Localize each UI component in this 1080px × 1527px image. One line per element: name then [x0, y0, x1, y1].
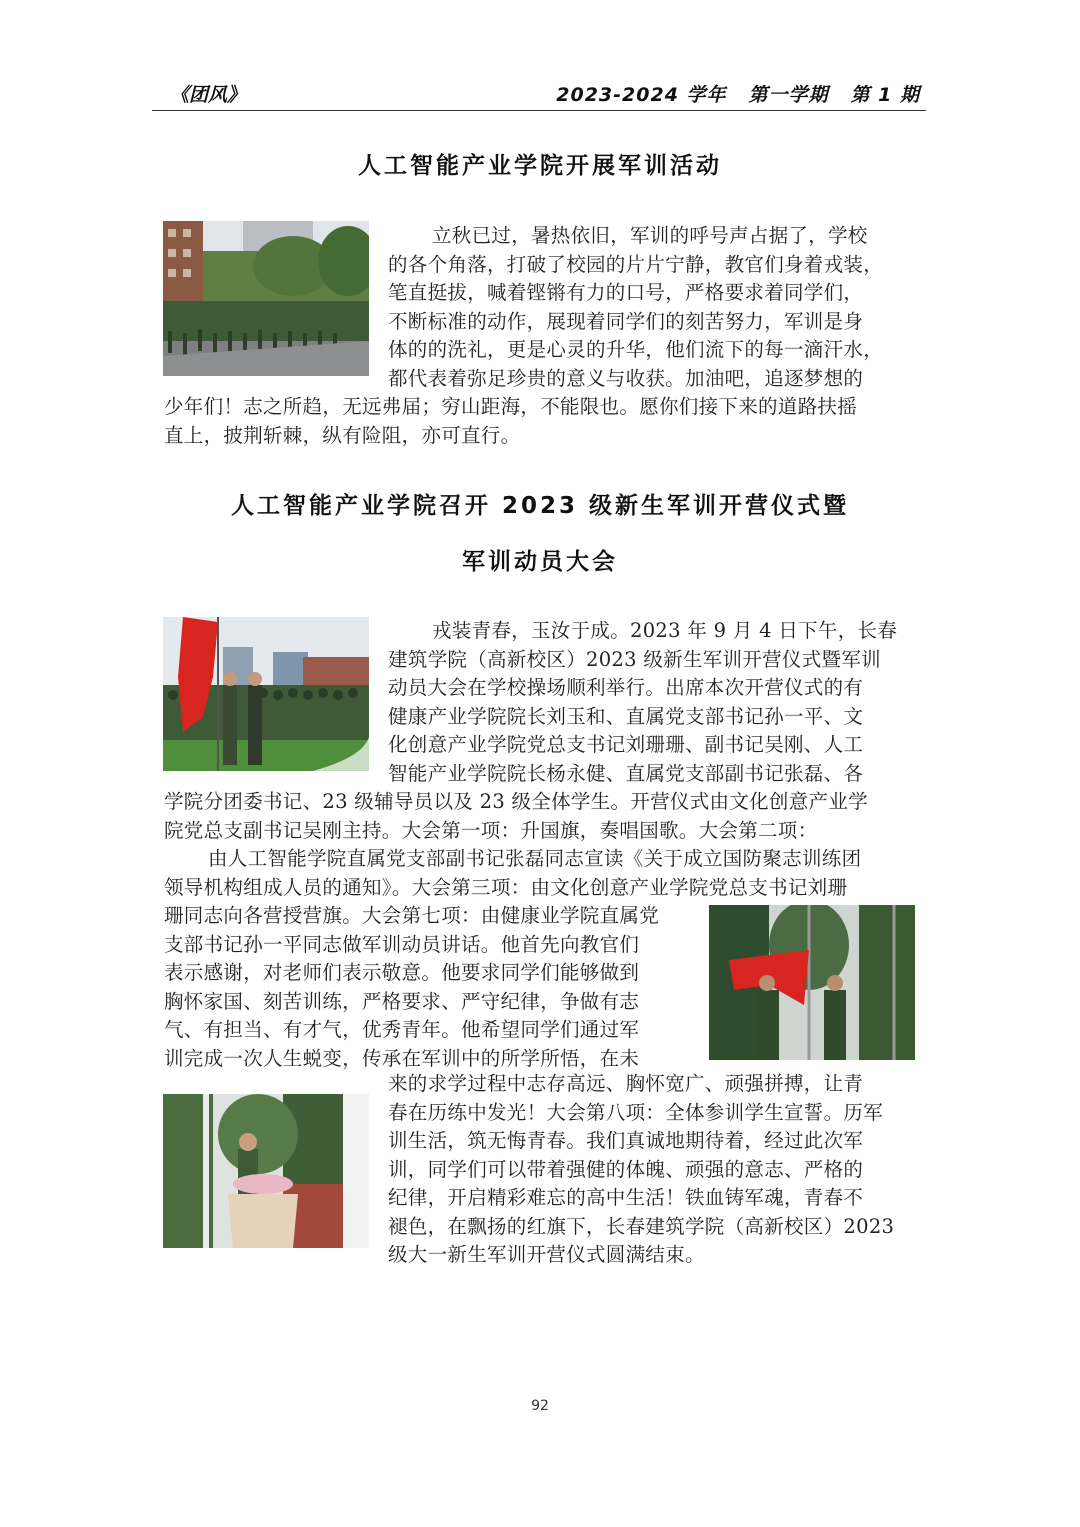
article2-body-block1	[164, 617, 924, 902]
text-line: 珊同志向各营授营旗。大会第七项：由健康业学院直属党	[164, 904, 660, 927]
text-line: 春在历练中发光！大会第八项：全体参训学生宣誓。历军	[388, 1100, 884, 1124]
text-line: 来的求学过程中志存高远、胸怀宽广、顽强拼搏，让青	[388, 1072, 864, 1095]
text-line: 褪色，在飘扬的红旗下，长春建筑学院（高新校区）2023	[388, 1214, 895, 1238]
article1-body	[164, 222, 924, 450]
text-line: 表示感谢，对老师们表示敬意。他要求同学们能够做到	[164, 961, 640, 984]
text-line: 气、有担当、有才气，优秀青年。他希望同学们通过军	[164, 1018, 640, 1041]
text-line: 都代表着弥足珍贵的意义与收获。加油吧，追逐梦想的	[388, 366, 864, 390]
photo-flag-raising	[709, 905, 915, 1060]
text-line: 化创意产业学院党总支书记刘珊珊、副书记吴刚、人工	[388, 733, 864, 756]
article2-body-block4	[388, 1070, 924, 1270]
issue-number: 第 1 期	[850, 84, 920, 106]
text-line: 纪律，开启精彩难忘的高中生活！铁血铸军魂，青春不	[388, 1186, 864, 1209]
article2-body-block3	[164, 902, 704, 1073]
page-number: 92	[531, 1398, 549, 1414]
text-line: 不断标准的动作，展现着同学们的刻苦努力，军训是身	[388, 309, 864, 333]
article1-title: 人工智能产业学院开展军训活动	[358, 153, 722, 179]
photo-speaker-podium	[163, 1094, 369, 1248]
text-line: 动员大会在学校操场顺利举行。出席本次开营仪式的有	[388, 676, 864, 699]
text-line: 体的的洗礼，更是心灵的升华，他们流下的每一滴汗水，	[388, 338, 884, 361]
text-line: 院党总支副书记吴刚主持。大会第一项：升国旗，奏唱国歌。大会第二项：	[164, 818, 818, 842]
text-line: 的各个角落，打破了校园的片片宁静，教官们身着戎装，	[388, 252, 884, 276]
semester: 第一学期	[748, 84, 829, 106]
header-divider	[152, 110, 926, 111]
journal-name: 《团风》	[170, 84, 247, 106]
text-line: 建筑学院（高新校区）2023 级新生军训开营仪式暨军训	[388, 647, 881, 671]
article2-title-line1: 人工智能产业学院召开 2023 级新生军训开营仪式暨	[230, 493, 850, 519]
text-line: 支部书记孙一平同志做军训动员讲话。他首先向教官们	[164, 932, 640, 956]
text-line: 直上，披荆斩棘，纵有险阻，亦可直行。	[164, 423, 521, 447]
issue-info	[556, 80, 920, 107]
text-line: 学院分团委书记、23 级辅导员以及 23 级全体学生。开营仪式由文化创意产业学	[164, 790, 868, 813]
text-line: 由人工智能学院直属党支部副书记张磊同志宣读《关于成立国防聚志训练团	[208, 847, 862, 870]
text-line: 少年们！志之所趋，无远弗届；穷山距海，不能限也。愿你们接下来的道路扶摇	[164, 395, 858, 418]
text-line: 训生活，筑无悔青春。我们真诚地期待着，经过此次军	[388, 1129, 864, 1152]
text-line: 笔直挺拔，喊着铿锵有力的口号，严格要求着同学们，	[388, 281, 864, 304]
text-line: 智能产业学院院长杨永健、直属党支部副书记张磊、各	[388, 761, 864, 785]
text-line: 训，同学们可以带着强健的体魄、顽强的意志、严格的	[388, 1157, 864, 1181]
text-line: 训完成一次人生蜕变，传承在军训中的所学所悟，在未	[164, 1046, 640, 1070]
text-line: 胸怀家国、刻苦训练，严格要求、严守纪律，争做有志	[164, 989, 640, 1013]
article2-title-line2: 军训动员大会	[462, 549, 618, 575]
text-line: 领导机构组成人员的通知》。大会第三项：由文化创意产业学院党总支书记刘珊	[164, 875, 848, 899]
text-line: 健康产业学院院长刘玉和、直属党支部书记孙一平、文	[388, 704, 864, 728]
text-line: 戎装青春，玉汝于成。2023 年 9 月 4 日下午，长春	[432, 619, 898, 642]
text-line: 立秋已过，暑热依旧，军训的呼号声占据了，学校	[432, 224, 868, 247]
academic-year: 2023-2024 学年	[556, 84, 727, 106]
text-line: 级大一新生军训开营仪式圆满结束。	[388, 1243, 705, 1266]
